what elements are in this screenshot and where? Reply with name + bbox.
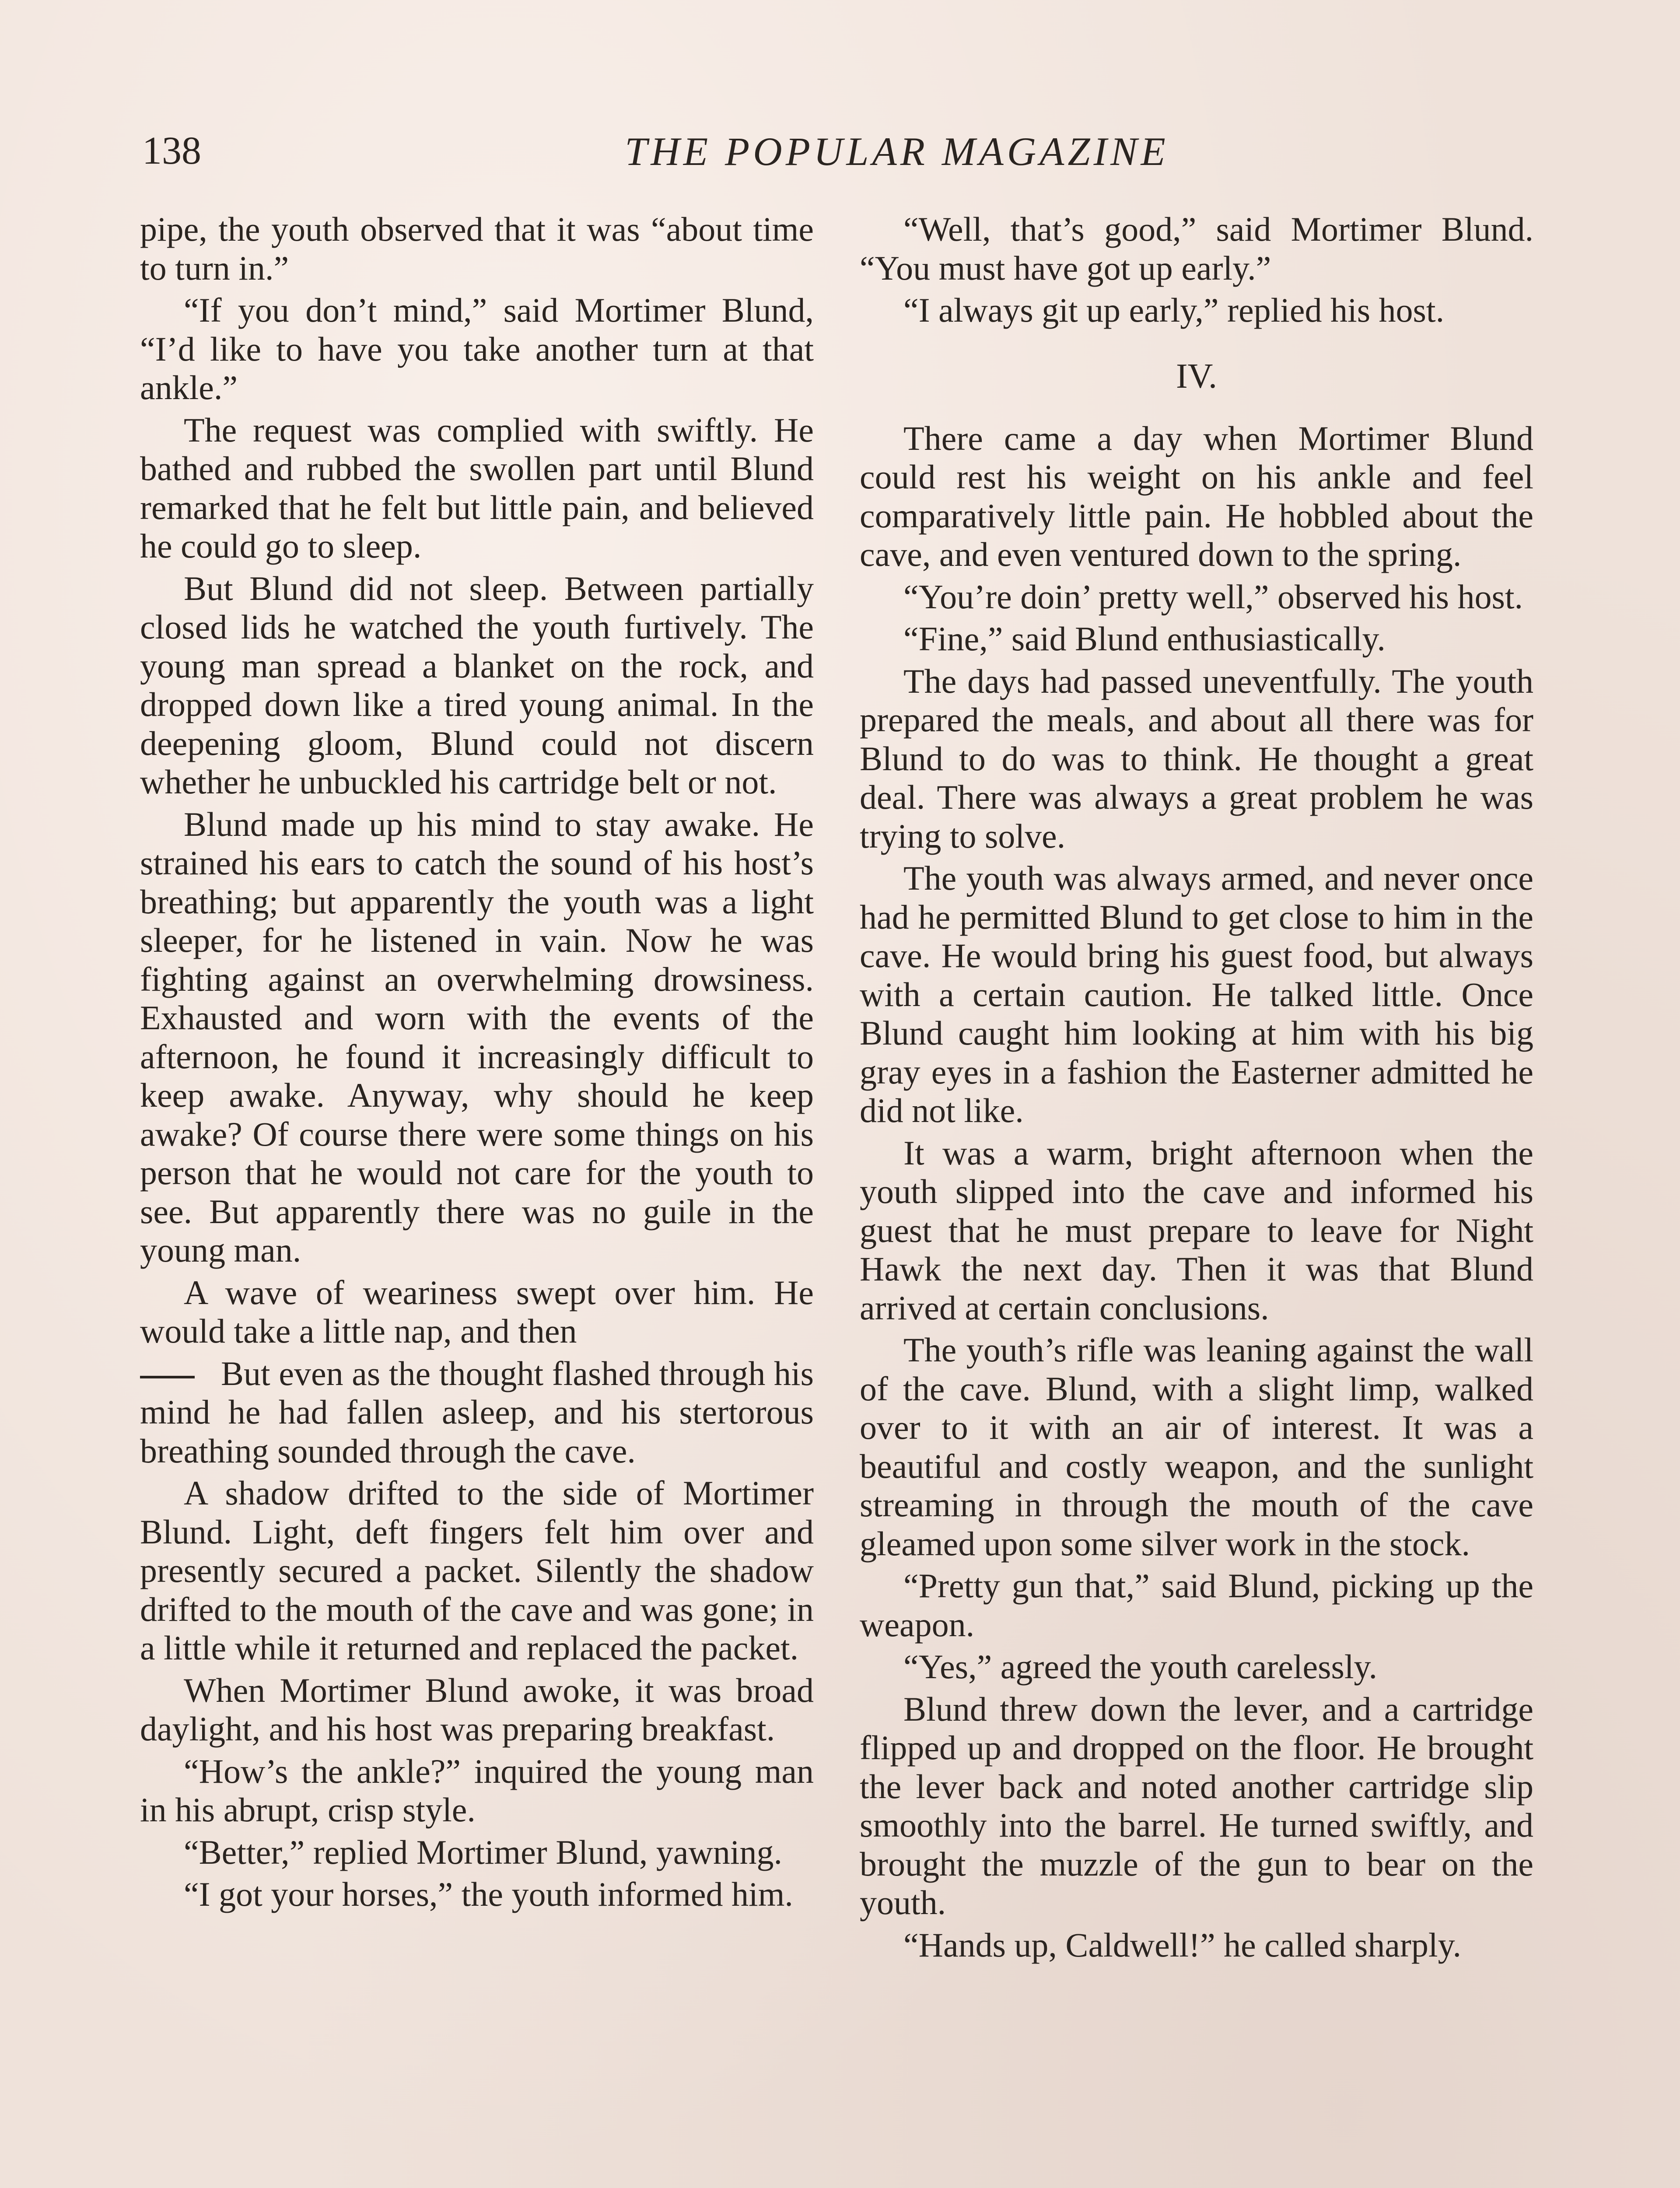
paragraph: “I got your horses,” the youth informed him. — [184, 1875, 793, 1913]
paragraph: A wave of weariness swept over him. He would take a little nap, and then — [140, 1273, 814, 1350]
paragraph: The days had passed uneventfully. The youth prepared the meals, and about all there was for Blund to do was to think. He thought a great deal. There was always a great problem he was trying to solve. — [860, 662, 1533, 855]
section-heading: IV. — [1176, 357, 1218, 396]
page-number: 138 — [142, 129, 201, 172]
em-dash-rule — [140, 1376, 195, 1378]
paragraph: But Blund did not sleep. Between partially closed lids he watched the youth furtively. The young man spread a blanket on the rock, and dropped down like a tired young animal. In the deepening gloom, Blund could not discern whether he unbuckled his cartridge belt or not. — [140, 569, 814, 801]
paragraph: The request was complied with swiftly. He bathed and rubbed the swollen part until Blund remarked that he felt but little pain, and believed he could go to sleep. — [140, 410, 814, 565]
paragraph: “Hands up, Caldwell!” he called sharply. — [903, 1925, 1462, 1964]
paragraph-text: But even as the thought flashed through his mind he had fallen asleep, and his stertorous breathing sounded through the cave. — [140, 1354, 814, 1470]
paragraph: “Well, that’s good,” said Mortimer Blund. “You must have got up early.” — [860, 210, 1533, 287]
paragraph: Blund threw down the lever, and a cartridge flipped up and dropped on the floor. He brought the lever back and noted another cartridge slip smoothly into the barrel. He turned swiftly, and brought the muzzle of the gun to bear on the youth. — [860, 1690, 1533, 1922]
paragraph: “If you don’t mind,” said Mortimer Blund, “I’d like to have you take another turn at that ankle.” — [140, 291, 814, 407]
paragraph: pipe, the youth observed that it was “about time to turn in.” — [140, 210, 814, 287]
paragraph: The youth was always armed, and never once had he permitted Blund to get close to him in the cave. He would bring his guest food, but always with a certain caution. He talked little. Once Blund caught him looking at him with his big gray eyes in a fashion the Easterner admitted he did not like. — [860, 859, 1533, 1129]
paragraph: “You’re doin’ pretty well,” observed his host. — [903, 577, 1523, 616]
right-column — [860, 210, 1533, 1968]
paragraph: Blund made up his mind to stay awake. He strained his ears to catch the sound of his host’s breathing; but apparently the youth was a light sleeper, for he listened in vain. Now he was fighting against an overwhelming drowsiness. Exhausted and worn with the events of the afternoon, he found it increasingly difficult to keep awake. Anyway, why should he keep awake? Of course there were some things on his person that he would not care for the youth to see. But apparently there was no guile in the young man. — [140, 805, 814, 1269]
paragraph: It was a warm, bright afternoon when the youth slipped into the cave and informed his guest that he must prepare to leave for Night Hawk the next day. Then it was that Blund arrived at certain conclusions. — [860, 1133, 1533, 1327]
left-column — [140, 210, 814, 1918]
paragraph: “I always git up early,” replied his host. — [903, 291, 1445, 329]
paragraph: “Fine,” said Blund enthusiastically. — [903, 620, 1386, 658]
running-head: THE POPULAR MAGAZINE — [625, 129, 1169, 174]
paragraph: When Mortimer Blund awoke, it was broad daylight, and his host was preparing breakfast. — [140, 1671, 814, 1748]
paragraph: “How’s the ankle?” inquired the young man in his abrupt, crisp style. — [140, 1752, 814, 1829]
paragraph: There came a day when Mortimer Blund could rest his weight on his ankle and feel comparatively little pain. He hobbled about the cave, and even ventured down to the spring. — [860, 419, 1533, 573]
paragraph: “Yes,” agreed the youth carelessly. — [903, 1648, 1377, 1686]
paragraph-continuation — [140, 1354, 814, 1471]
paragraph: A shadow drifted to the side of Mortimer Blund. Light, deft fingers felt him over and presently secured a packet. Silently the shadow drifted to the mouth of the cave and was gone; in a little while it returned and replaced the packet. — [140, 1474, 814, 1667]
paragraph: The youth’s rifle was leaning against the wall of the cave. Blund, with a slight limp, walked over to it with an air of interest. It was a beautiful and costly weapon, and the sunlight streaming in through the mouth of the cave gleamed upon some silver work in the stock. — [860, 1331, 1533, 1563]
paragraph: “Better,” replied Mortimer Blund, yawning. — [184, 1833, 783, 1871]
paragraph: “Pretty gun that,” said Blund, picking up the weapon. — [860, 1567, 1533, 1644]
